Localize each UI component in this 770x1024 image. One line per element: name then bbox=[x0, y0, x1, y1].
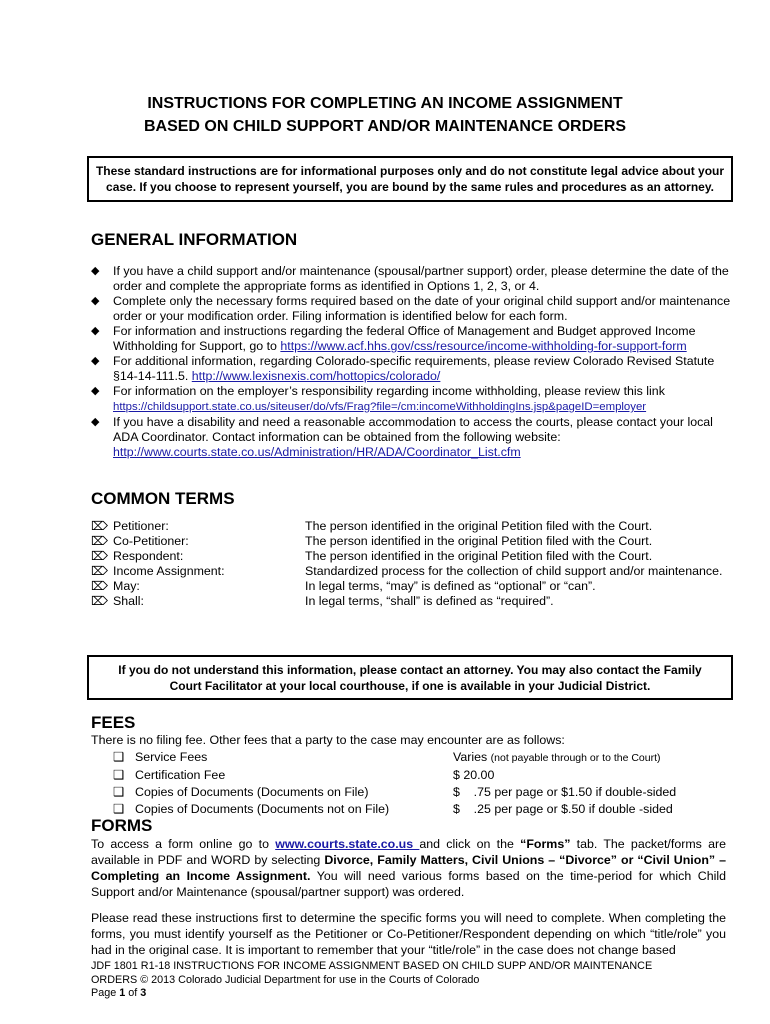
diamond-bullet-icon: ◆ bbox=[91, 295, 100, 307]
employer-withholding-link[interactable]: https://childsupport.state.co.us/siteuser/do/vfs/Frag?file=/cm:incomeWithholdingIns.jsp&pageID=employer bbox=[113, 401, 647, 413]
checkbox-icon: ❑ bbox=[113, 768, 125, 782]
income-withholding-link[interactable]: https://www.acf.hhs.gov/css/resource/income-withholding-for-support-form bbox=[280, 339, 687, 353]
term-definition: In legal terms, “shall” is defined as “required”. bbox=[305, 594, 554, 608]
fees-intro: There is no filing fee. Other fees that a party to the case may encounter are as follows: bbox=[91, 733, 565, 747]
contact-attorney-box bbox=[87, 655, 733, 700]
fee-note: (not payable through or to the Court) bbox=[490, 752, 661, 764]
fee-name: Certification Fee bbox=[135, 768, 226, 782]
list-item: ◆ If you have a child support and/or maintenance (spousal/partner support) order, please determine the date of the order and complete the appropriate forms as identified in Options 1, 2, 3, or 4. bbox=[91, 264, 729, 293]
fee-value: Varies (not payable through or to the Court) bbox=[453, 750, 661, 764]
term-definition: Standardized process for the collection of child support and/or maintenance. bbox=[305, 564, 723, 578]
courts-website-link[interactable]: www.courts.state.co.us bbox=[275, 837, 420, 851]
term-definition: The person identified in the original Petition filed with the Court. bbox=[305, 549, 653, 563]
page-footer bbox=[91, 960, 711, 1001]
general-information-heading: GENERAL INFORMATION bbox=[91, 230, 298, 249]
term-definition: The person identified in the original Petition filed with the Court. bbox=[305, 519, 653, 533]
term-row bbox=[91, 594, 731, 609]
list-item: ◆ For information on the employer’s responsibility regarding income withholding, please review this link https://childsupport.state.co.us/siteuser/do/vfs/Frag?file=/cm:incomeWithholdingIns.jsp&pageID=employer bbox=[91, 384, 665, 413]
list-item: ◆ For additional information, regarding Colorado-specific requirements, please review Colorado Revised Statute §14-14-111.5. http://www.lexisnexis.com/hottopics/colorado/ bbox=[91, 354, 715, 383]
disclaimer-box bbox=[87, 156, 733, 202]
term-label: Shall: bbox=[113, 594, 144, 608]
fees-table bbox=[113, 749, 713, 818]
common-terms-heading: COMMON TERMS bbox=[91, 489, 235, 508]
page-number: Page 1 of 3 bbox=[91, 987, 147, 999]
checkbox-icon: ❑ bbox=[113, 785, 125, 799]
fees-heading: FEES bbox=[91, 713, 136, 732]
common-terms-list bbox=[91, 519, 731, 609]
disclaimer-line-2: case. If you choose to represent yourself, you are bound by the same rules and procedures as an attorney. bbox=[106, 180, 714, 194]
arrow-box-icon: ⌦ bbox=[91, 579, 108, 593]
term-row bbox=[91, 519, 731, 534]
list-item: ◆ Complete only the necessary forms required based on the date of your original child support and/or maintenance order or your modification order. Filing information is identified below for each form. bbox=[91, 294, 731, 323]
forms-paragraph-1: To access a form online go to www.courts.state.co.us and click on the “Forms” tab. The packet/forms are available in PDF and WORD by selecting Divorce, Family Matters, Civil Unions – “Divorce” or “Civil Union” – Completing an Income Assignment. You will need various forms based on the time-period for which Child Support and/or Maintenance (spousal/partner support) was ordered. bbox=[91, 837, 726, 899]
forms-heading: FORMS bbox=[91, 816, 153, 835]
diamond-bullet-icon: ◆ bbox=[91, 385, 100, 397]
arrow-box-icon: ⌦ bbox=[91, 564, 108, 578]
term-row bbox=[91, 549, 731, 564]
fee-name: Copies of Documents (Documents not on File) bbox=[135, 802, 390, 816]
list-item: ◆ If you have a disability and need a reasonable accommodation to access the courts, please contact your local ADA Coordinator. Contact information can be obtained from the following website: http://www.courts.state.co.us/Administration/HR/ADA/Coordinator_List.cfm bbox=[91, 415, 713, 459]
arrow-box-icon: ⌦ bbox=[91, 519, 108, 533]
title-line-1: INSTRUCTIONS FOR COMPLETING AN INCOME ASSIGNMENT bbox=[147, 95, 623, 112]
table-row bbox=[113, 784, 713, 801]
fee-name: Service Fees bbox=[135, 750, 208, 764]
ada-coordinator-link[interactable]: http://www.courts.state.co.us/Administration/HR/ADA/Coordinator_List.cfm bbox=[113, 445, 521, 459]
term-label: May: bbox=[113, 579, 140, 593]
contact-line-2: Court Facilitator at your local courthouse, if one is available in your Judicial District. bbox=[169, 678, 651, 693]
table-row bbox=[113, 767, 713, 784]
term-definition: The person identified in the original Petition filed with the Court. bbox=[305, 534, 653, 548]
term-label: Co-Petitioner: bbox=[113, 534, 189, 548]
term-definition: In legal terms, “may” is defined as “optional” or “can”. bbox=[305, 579, 596, 593]
table-row bbox=[113, 801, 713, 818]
fee-value: $ .75 per page or $1.50 if double-sided bbox=[453, 785, 677, 799]
fee-value: $ 20.00 bbox=[453, 768, 495, 782]
checkbox-icon: ❑ bbox=[113, 802, 125, 816]
fee-value: $ .25 per page or $.50 if double -sided bbox=[453, 802, 673, 816]
term-label: Income Assignment: bbox=[113, 564, 225, 578]
forms-paragraph-2: Please read these instructions first to determine the specific forms you will need to complete. When completing the forms, you must identify yourself as the Petitioner or Co-Petitioner/Respondent depending on which “title/role” you had in the original case. It is important to remember that your “title/role” in the case does not change based bbox=[91, 911, 726, 957]
footer-line-2: ORDERS © 2013 Colorado Judicial Department for use in the Courts of Colorado bbox=[91, 973, 480, 986]
title-line-2: BASED ON CHILD SUPPORT AND/OR MAINTENANCE ORDERS bbox=[143, 118, 627, 135]
general-information-list bbox=[91, 264, 731, 460]
fee-name: Copies of Documents (Documents on File) bbox=[135, 785, 369, 799]
term-row bbox=[91, 534, 731, 549]
checkbox-icon: ❑ bbox=[113, 750, 125, 764]
arrow-box-icon: ⌦ bbox=[91, 534, 108, 548]
contact-line-1: If you do not understand this information, please contact an attorney. You may also contact the Family bbox=[118, 662, 702, 677]
footer-line-1: JDF 1801 R1-18 INSTRUCTIONS FOR INCOME ASSIGNMENT BASED ON CHILD SUPP AND/OR MAINTENANCE bbox=[91, 960, 653, 972]
table-row bbox=[113, 749, 713, 767]
term-row bbox=[91, 579, 731, 594]
list-item: ◆ For information and instructions regarding the federal Office of Management and Budget approved Income Withholding for Support, go to https://www.acf.hhs.gov/css/resource/income-withholding-for-support-form bbox=[91, 324, 696, 353]
term-row bbox=[91, 564, 731, 579]
page-title bbox=[0, 92, 770, 138]
diamond-bullet-icon: ◆ bbox=[91, 416, 100, 428]
lexisnexis-link[interactable]: http://www.lexisnexis.com/hottopics/colorado/ bbox=[191, 369, 441, 383]
arrow-box-icon: ⌦ bbox=[91, 594, 108, 608]
disclaimer-line-1: These standard instructions are for informational purposes only and do not constitute legal advice about your bbox=[95, 164, 725, 178]
diamond-bullet-icon: ◆ bbox=[91, 355, 100, 367]
diamond-bullet-icon: ◆ bbox=[91, 325, 100, 337]
diamond-bullet-icon: ◆ bbox=[91, 265, 100, 277]
arrow-box-icon: ⌦ bbox=[91, 549, 108, 563]
term-label: Respondent: bbox=[113, 549, 184, 563]
term-label: Petitioner: bbox=[113, 519, 169, 533]
